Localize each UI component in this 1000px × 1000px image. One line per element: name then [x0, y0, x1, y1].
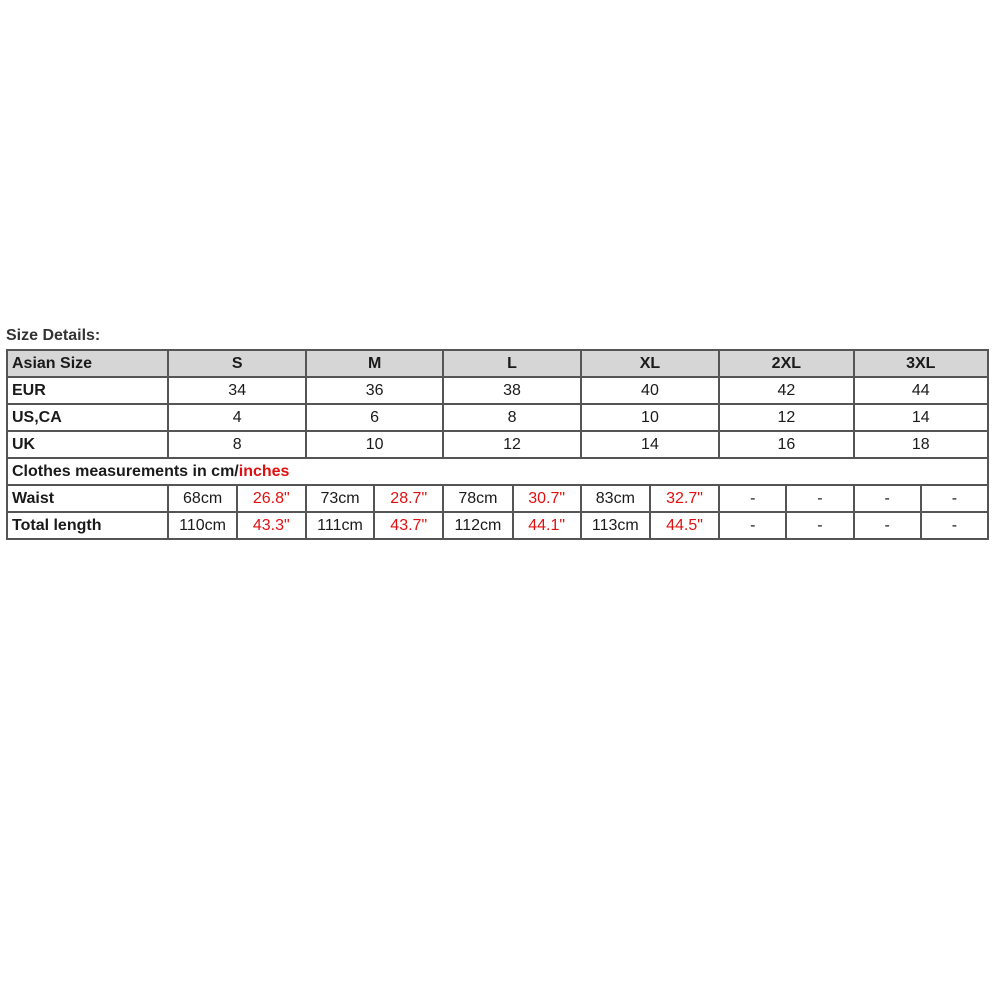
- inch-cell: 28.7": [374, 485, 443, 512]
- cm-cell: 68cm: [168, 485, 236, 512]
- size-header-l: L: [443, 350, 580, 377]
- inch-cell: -: [921, 512, 988, 539]
- table-cell: 14: [581, 431, 719, 458]
- table-cell: 16: [719, 431, 853, 458]
- table-cell: 6: [306, 404, 443, 431]
- inch-cell: 43.3": [237, 512, 306, 539]
- table-cell: 38: [443, 377, 580, 404]
- table-cell: 36: [306, 377, 443, 404]
- row-label: UK: [7, 431, 168, 458]
- size-chart-table: [6, 349, 989, 540]
- cm-cell: -: [854, 512, 921, 539]
- inch-cell: 26.8": [237, 485, 306, 512]
- cm-cell: 113cm: [581, 512, 650, 539]
- measurements-heading-row: [7, 458, 988, 485]
- cm-cell: -: [719, 512, 786, 539]
- table-cell: 34: [168, 377, 305, 404]
- row-label: Waist: [7, 485, 168, 512]
- cm-cell: 73cm: [306, 485, 374, 512]
- measurements-heading: [7, 458, 988, 485]
- cm-cell: 83cm: [581, 485, 650, 512]
- inch-cell: -: [921, 485, 988, 512]
- table-cell: 12: [443, 431, 580, 458]
- table-cell: 12: [719, 404, 853, 431]
- conversion-row-us-ca: [7, 404, 988, 431]
- table-cell: 14: [854, 404, 988, 431]
- measurement-row-total-length: [7, 512, 988, 539]
- size-header-3xl: 3XL: [854, 350, 988, 377]
- size-header-m: M: [306, 350, 443, 377]
- cm-cell: -: [854, 485, 921, 512]
- table-cell: 8: [168, 431, 305, 458]
- measurements-heading-cm: Clothes measurements in cm/: [12, 462, 239, 480]
- cm-cell: 78cm: [443, 485, 512, 512]
- row-label: US,CA: [7, 404, 168, 431]
- header-label: Asian Size: [7, 350, 168, 377]
- cm-cell: 112cm: [443, 512, 512, 539]
- inch-cell: 44.1": [513, 512, 581, 539]
- inch-cell: -: [786, 485, 853, 512]
- size-header-s: S: [168, 350, 305, 377]
- cm-cell: -: [719, 485, 786, 512]
- row-label: EUR: [7, 377, 168, 404]
- row-label: Total length: [7, 512, 168, 539]
- table-cell: 40: [581, 377, 719, 404]
- measurement-row-waist: [7, 485, 988, 512]
- size-header-2xl: 2XL: [719, 350, 853, 377]
- table-cell: 10: [581, 404, 719, 431]
- table-cell: 18: [854, 431, 988, 458]
- table-cell: 10: [306, 431, 443, 458]
- table-cell: 42: [719, 377, 853, 404]
- header-row: [7, 350, 988, 377]
- size-header-xl: XL: [581, 350, 719, 377]
- cm-cell: 111cm: [306, 512, 374, 539]
- table-cell: 44: [854, 377, 988, 404]
- table-cell: 8: [443, 404, 580, 431]
- inch-cell: 32.7": [650, 485, 719, 512]
- cm-cell: 110cm: [168, 512, 236, 539]
- inch-cell: 44.5": [650, 512, 719, 539]
- page-title: Size Details:: [6, 327, 101, 344]
- inch-cell: 30.7": [513, 485, 581, 512]
- conversion-row-uk: [7, 431, 988, 458]
- inch-cell: 43.7": [374, 512, 443, 539]
- inch-cell: -: [786, 512, 853, 539]
- table-cell: 4: [168, 404, 305, 431]
- measurements-heading-inches: inches: [238, 462, 290, 480]
- conversion-row-eur: [7, 377, 988, 404]
